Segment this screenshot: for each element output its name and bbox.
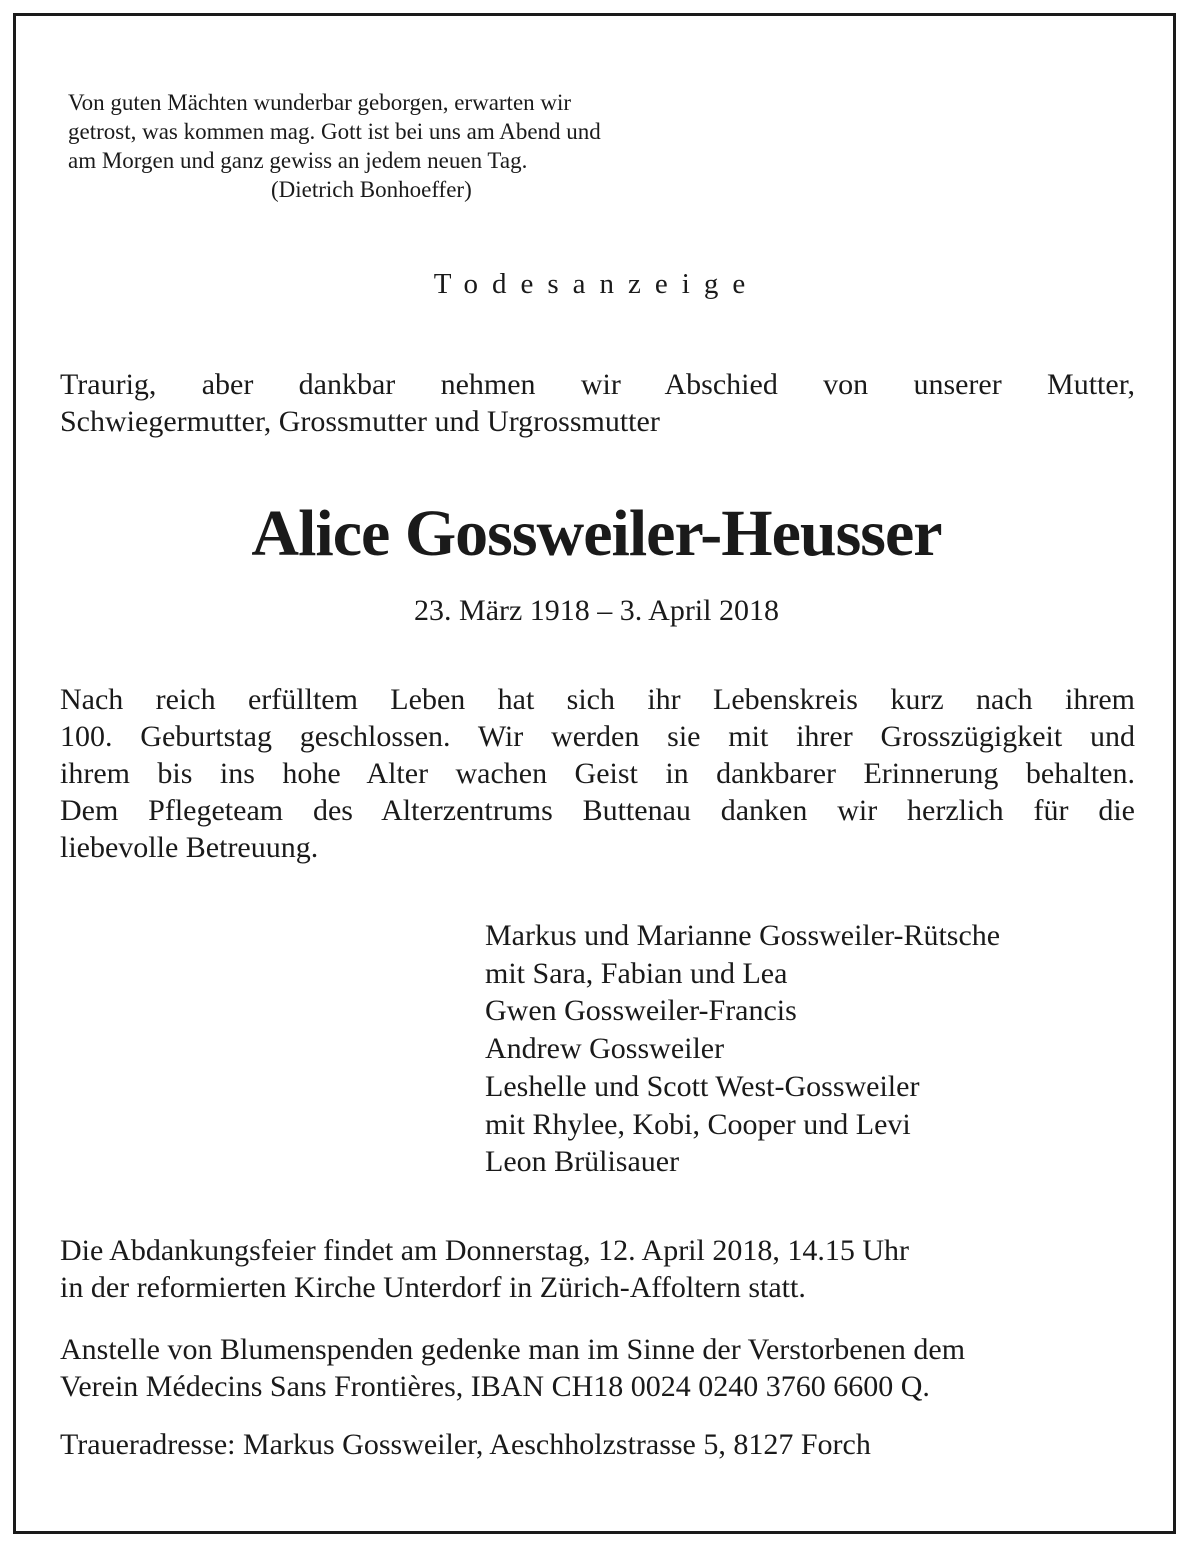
mourning-address: Traueradresse: Markus Gossweiler, Aeschholzstrasse 5, 8127 Forch (60, 1428, 871, 1461)
tribute-line: Nach reich erfülltem Leben hat sich ihr Lebenskreis kurz nach ihrem (60, 683, 1135, 716)
motto-line: Von guten Mächten wunderbar geborgen, erwarten wir (68, 90, 572, 115)
intro-line: Traurig, aber dankbar nehmen wir Abschied von unserer Mutter, (60, 368, 1135, 401)
intro-text (60, 366, 1135, 440)
intro-line: Schwiegermutter, Grossmutter und Urgrossmutter (60, 405, 660, 438)
family-member: mit Sara, Fabian und Lea (485, 956, 788, 990)
family-list (485, 917, 1145, 1181)
family-member: Gwen Gossweiler-Francis (485, 994, 797, 1028)
tribute-paragraph (60, 681, 1135, 866)
motto-attribution: (Dietrich Bonhoeffer) (271, 177, 472, 202)
tribute-line: Dem Pflegeteam des Alterzentrums Buttenau danken wir herzlich für die (60, 794, 1135, 827)
motto-line: am Morgen und ganz gewiss an jedem neuen Tag. (68, 148, 528, 173)
life-dates: 23. März 1918 – 3. April 2018 (414, 594, 779, 627)
family-member: Markus und Marianne Gossweiler-Rütsche (485, 919, 1001, 952)
motto-line: getrost, was kommen mag. Gott ist bei uns am Abend und (68, 119, 601, 144)
motto-quote (68, 88, 768, 204)
tribute-line: liebevolle Betreuung. (60, 831, 319, 864)
family-member: mit Rhylee, Kobi, Cooper und Levi (485, 1107, 911, 1141)
deceased-name: Alice Gossweiler-Heusser (251, 497, 942, 570)
donation-line: Anstelle von Blumenspenden gedenke man im Sinne der Verstorbenen dem (60, 1333, 966, 1366)
ceremony-line: in der reformierten Kirche Unterdorf in Zürich-Affoltern statt. (60, 1271, 806, 1304)
family-member: Leon Brülisauer (485, 1145, 680, 1179)
tribute-line: 100. Geburtstag geschlossen. Wir werden sie mit ihrer Grosszügigkeit und (60, 720, 1135, 753)
donation-line: Verein Médecins Sans Frontières, IBAN CH18 0024 0240 3760 6600 Q. (60, 1370, 930, 1403)
donation-info (60, 1331, 1135, 1405)
ceremony-line: Die Abdankungsfeier findet am Donnerstag, 12. April 2018, 14.15 Uhr (60, 1234, 910, 1267)
ceremony-info (60, 1232, 1135, 1306)
family-member: Andrew Gossweiler (485, 1032, 725, 1066)
tribute-line: ihrem bis ins hohe Alter wachen Geist in dankbarer Erinnerung behalten. (60, 757, 1135, 790)
family-member: Leshelle und Scott West-Gossweiler (485, 1069, 920, 1103)
notice-heading: Todesanzeige (433, 268, 760, 300)
